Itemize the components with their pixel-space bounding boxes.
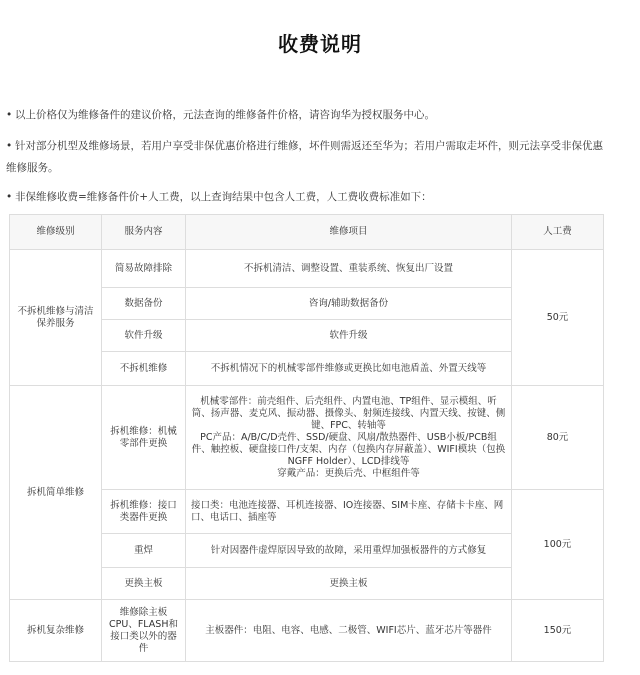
note-discount: • 针对部分机型及维修场景，若用户享受非保优惠价格进行维修，坏件则需返还至华为；若用户需取走坏件，则元法享受非保优惠维修服务。 xyxy=(6,140,603,174)
fee-cell: 150元 xyxy=(512,600,604,662)
service-cell: 数据备份 xyxy=(102,288,186,320)
item-line: 穿戴产品：更换后壳、中框组件等 xyxy=(277,467,420,479)
page-title: 收费说明 xyxy=(278,32,362,56)
header-fee: 人工费 xyxy=(512,215,604,250)
note-text: 非保维修收费=维修备件价+人工费，以上查询结果中包含人工费，人工费收费标准如下： xyxy=(15,191,432,203)
item-line: 机械零部件：前壳组件、后壳组件、内置电池、TP组件、显示模组、听筒、扬声器、麦克风、振动器、摄像头、射频连接线、内置天线、按键、侧键、FPC、转轴等 xyxy=(191,395,506,431)
table-header-row xyxy=(10,215,604,250)
note-text: 针对部分机型及维修场景，若用户享受非保优惠价格进行维修，坏件则需返还至华为；若用户需取走坏件，则元法享受非保优惠维修服务。 xyxy=(6,140,603,174)
service-cell: 更换主板 xyxy=(102,568,186,600)
note-text: 以上价格仅为维修备件的建议价格，元法查询的维修备件价格，请咨询华为授权服务中心。 xyxy=(15,109,435,121)
note-price-advice: • 以上价格仅为维修备件的建议价格，元法查询的维修备件价格，请咨询华为授权服务中心。 xyxy=(6,109,435,121)
service-cell: 简易故障排除 xyxy=(102,250,186,288)
header-items: 维修项目 xyxy=(186,215,512,250)
level-cell: 拆机复杂维修 xyxy=(10,600,102,662)
items-cell: 咨询/辅助数据备份 xyxy=(186,288,512,320)
fee-cell: 100元 xyxy=(512,490,604,600)
service-cell: 维修除主板CPU、FLASH和接口类以外的器件 xyxy=(102,600,186,662)
service-cell: 软件升级 xyxy=(102,320,186,352)
items-cell: 不拆机清洁、调整设置、重装系统、恢复出厂设置 xyxy=(186,250,512,288)
table-row xyxy=(10,250,604,288)
table-row xyxy=(10,600,604,662)
items-cell: 针对因器件虚焊原因导致的故障，采用重焊加强板器件的方式修复 xyxy=(186,534,512,568)
items-cell xyxy=(186,386,512,490)
labor-fee-table xyxy=(9,214,604,662)
items-cell: 软件升级 xyxy=(186,320,512,352)
fee-cell: 50元 xyxy=(512,250,604,386)
service-cell: 拆机维修：接口类器件更换 xyxy=(102,490,186,534)
header-level: 维修级别 xyxy=(10,215,102,250)
items-cell: 接口类：电池连接器、耳机连接器、IO连接器、SIM卡座、存储卡卡座、网口、电话口、插座等 xyxy=(186,490,512,534)
items-cell: 更换主板 xyxy=(186,568,512,600)
items-cell: 主板器件：电阻、电容、电感、二极管、WIFI芯片、蓝牙芯片等器件 xyxy=(186,600,512,662)
fee-cell: 80元 xyxy=(512,386,604,490)
service-cell: 不拆机维修 xyxy=(102,352,186,386)
service-cell: 拆机维修：机械零部件更换 xyxy=(102,386,186,490)
level-cell: 拆机简单维修 xyxy=(10,386,102,600)
note-labor-formula: • 非保维修收费=维修备件价+人工费，以上查询结果中包含人工费，人工费收费标准如下： xyxy=(6,191,432,203)
table-row xyxy=(10,386,604,490)
level-cell: 不拆机维修与清洁保养服务 xyxy=(10,250,102,386)
header-service: 服务内容 xyxy=(102,215,186,250)
service-cell: 重焊 xyxy=(102,534,186,568)
items-cell: 不拆机情况下的机械零部件维修或更换比如电池盾盖、外置天线等 xyxy=(186,352,512,386)
item-line: PC产品：A/B/C/D壳件、SSD/硬盘、风扇/散热器件、USB小板/PCB组件、触控板、硬盘接口件/支架、内存（包换内存屏蔽盖）、WIFI模块（包换NGFF Holder）、LCD排线等 xyxy=(191,431,506,467)
